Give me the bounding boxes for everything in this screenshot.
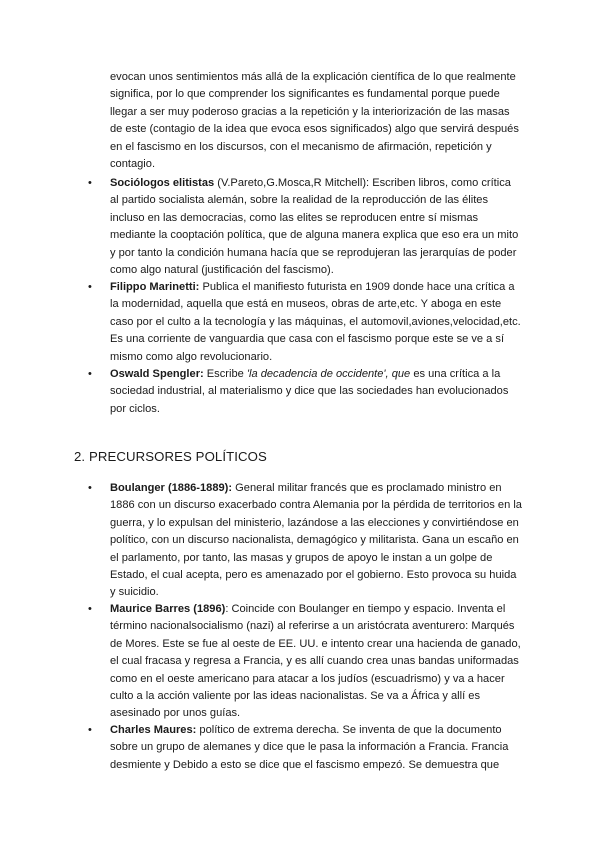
bullet-marker: • — [88, 177, 92, 189]
list-item-sociologos — [110, 175, 522, 279]
item-text: político de extrema derecha. Se inventa de que la documento sobre un grupo de alemanes y dice que le pasa la información a Francia. Francia desmiente y Debido a esto se dice que el fascismo empezó. Se demuestra que — [110, 724, 509, 771]
item-title: Oswald Spengler: — [110, 368, 204, 380]
item-title: Charles Maures: — [110, 724, 197, 736]
intro-paragraph: evocan unos sentimientos más allá de la explicación científica de lo que realmente significa, por lo que comprender los significantes es fundamental porque puede llegar a ser muy poderoso gracias a la repetición y la interiorización de las masas de este (contagio de la idea que evoca esos significados) algo que servirá después en el fascismo en los discursos, con el mecanismo de afirmación, repetición y contagio. — [110, 71, 519, 171]
list-item-barres — [110, 601, 522, 723]
list-item-boulanger — [110, 480, 522, 602]
bullet-marker: • — [88, 603, 92, 615]
item-text: (V.Pareto,G.Mosca,R Mitchell): Escriben libros, como crítica al partido socialista alemán, sobre la realidad de la reproducción de las élites incluso en las democracias, como las elites se reproducen entre sí mismas mediante la cooptación política, que de alguna manera explica que eso era un mito y por tanto la condición humana hacía que se reprodujeran las jerarquías de poder como algo natural (justificación del fascismo). — [110, 177, 519, 277]
item-title: Filippo Marinetti: — [110, 281, 200, 293]
bullet-marker: • — [88, 482, 92, 494]
item-title: Sociólogos elitistas — [110, 177, 215, 189]
item-title: Boulanger (1886-1889): — [110, 482, 233, 494]
list-item-spengler — [110, 366, 522, 418]
item-text: General militar francés que es proclamado ministro en 1886 con un discurso exacerbado contra Alemania por la pérdida de territorios en la guerra, y lo expulsan del ministerio, lazándose a las elecciones y convirtiéndose en político, con un discurso nacionalista, demagógico y militarista. Gana un escaño en el parlamento, por tanto, las masas y grupos de apoyo le instan a un golpe de Estado, el cual acepta, pero es amenazado por el gobierno. Esto provoca su huida y suicidio. — [110, 482, 522, 599]
bullet-marker: • — [88, 724, 92, 736]
list-item-maures — [110, 722, 522, 774]
book-title: 'la decadencia de occidente', que — [246, 368, 411, 380]
item-text: es una crítica a la sociedad industrial, al materialismo y dice que las sociedades han evolucionados por ciclos. — [110, 368, 509, 415]
item-text: : Coincide con Boulanger en tiempo y espacio. Inventa el término nacionalsocialismo (nazi) al referirse a un aristócrata aventurero: Marqués de Mores. Este se fue al oeste de EE. UU. e intento crear una hacienda de ganado, el cual fracasa y regresa a Francia, y es allí cuando crea unas bandas uniformadas como en el oeste americano para atacar a los judíos (escuadrismo) y va a hacer culto a la acción valiente por las ideas nacionalistas. Se va a África y allí es asesinado por unos guías. — [110, 603, 521, 720]
bullet-marker: • — [88, 368, 92, 380]
list-item-marinetti — [110, 279, 522, 366]
bullet-marker: • — [88, 281, 92, 293]
item-title: Maurice Barres (1896) — [110, 603, 226, 615]
section-heading: 2. PRECURSORES POLÍTICOS — [74, 449, 267, 464]
item-text-pre: Escribe — [203, 368, 247, 380]
item-text: Publica el manifiesto futurista en 1909 donde hace una crítica a la modernidad, aquella que está en museos, obras de arte,etc. Y aboga en este caso por el culto a la tecnología y las máquinas, el automovil,aviones,velocidad,etc. Es una corriente de vanguardia que casa con el fascismo porque este se ve a sí mismo como algo revolucionario. — [110, 281, 521, 363]
